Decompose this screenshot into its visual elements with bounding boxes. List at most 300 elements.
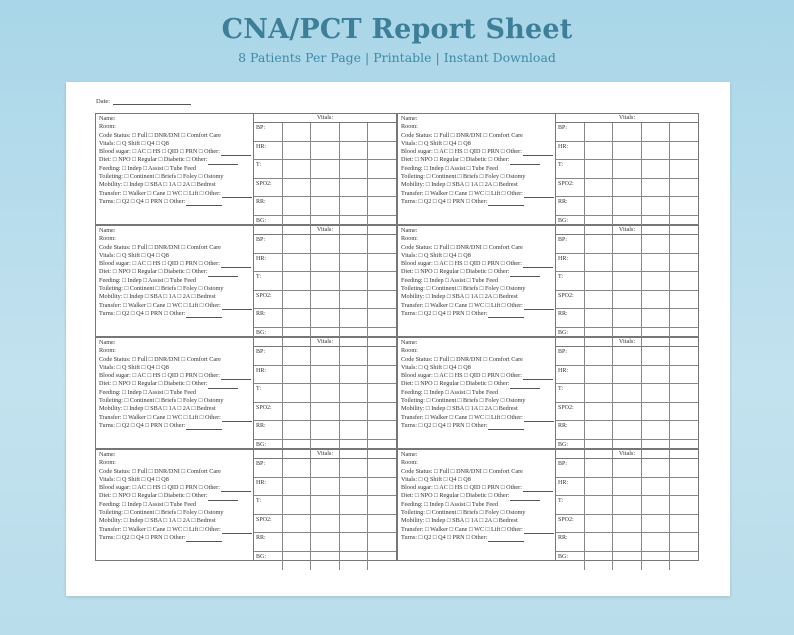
patient-field[interactable]	[401, 244, 555, 252]
patient-field[interactable]	[401, 526, 555, 534]
patient-field[interactable]	[401, 356, 555, 364]
vital-entry-cell[interactable]	[585, 123, 613, 141]
vital-label: T:	[254, 272, 283, 291]
vital-entry-cell[interactable]	[641, 290, 669, 309]
write-in-line[interactable]	[510, 383, 540, 389]
patient-field[interactable]	[99, 380, 253, 388]
vital-entry-cell[interactable]	[311, 496, 339, 515]
vital-entry-cell[interactable]	[311, 272, 339, 291]
vital-entry-cell[interactable]	[641, 533, 669, 552]
patient-field[interactable]	[99, 252, 253, 260]
vital-entry-cell[interactable]	[368, 309, 396, 328]
vital-label: HR:	[556, 365, 585, 384]
vital-entry-cell[interactable]	[283, 421, 311, 440]
patient-field[interactable]	[99, 277, 253, 285]
vital-entry-cell[interactable]	[339, 253, 367, 272]
patient-field[interactable]	[99, 459, 253, 467]
patient-field[interactable]	[99, 364, 253, 372]
vital-entry-cell[interactable]	[641, 197, 669, 216]
patient-field[interactable]	[99, 356, 253, 364]
patient-field[interactable]	[401, 422, 555, 430]
vital-entry-cell[interactable]	[641, 347, 669, 365]
vital-entry-cell[interactable]	[311, 421, 339, 440]
write-in-line[interactable]	[208, 159, 238, 165]
patient-field[interactable]	[99, 526, 253, 534]
vital-entry-cell[interactable]	[613, 141, 641, 160]
patient-field[interactable]	[99, 190, 253, 198]
patient-field[interactable]	[99, 310, 253, 318]
write-in-line[interactable]	[186, 312, 222, 318]
vital-entry-cell[interactable]	[283, 533, 311, 552]
patient-field[interactable]	[99, 123, 253, 131]
vital-entry-cell[interactable]	[339, 309, 367, 328]
patient-field-label: Toileting: □ Continent □ Briefs □ Foley □ Ostomy	[401, 397, 526, 405]
patient-field-label: Vitals: □ Q Shift □ Q4 □ Q8	[401, 139, 471, 147]
vital-entry-cell[interactable]	[641, 496, 669, 515]
vital-entry-cell[interactable]	[585, 533, 613, 552]
vital-entry-cell[interactable]	[670, 253, 698, 272]
patient-field[interactable]	[401, 227, 555, 235]
vital-entry-cell[interactable]	[283, 178, 311, 197]
vital-entry-cell[interactable]	[368, 160, 396, 179]
vital-entry-cell[interactable]	[339, 496, 367, 515]
patient-field[interactable]	[99, 148, 253, 156]
write-in-line[interactable]	[186, 424, 222, 430]
patient-field[interactable]	[401, 310, 555, 318]
patient-field[interactable]	[99, 181, 253, 189]
vital-entry-cell[interactable]	[670, 551, 698, 569]
patient-field[interactable]	[401, 260, 555, 268]
date-field[interactable]	[113, 98, 191, 105]
patient-field[interactable]	[401, 165, 555, 173]
vital-entry-cell[interactable]	[641, 402, 669, 421]
write-in-line[interactable]	[510, 271, 540, 277]
vital-entry-cell[interactable]	[641, 123, 669, 141]
vital-entry-cell[interactable]	[670, 402, 698, 421]
patient-field[interactable]	[99, 285, 253, 293]
vital-entry-cell[interactable]	[613, 365, 641, 384]
vital-entry-cell[interactable]	[311, 533, 339, 552]
vital-entry-cell[interactable]	[670, 421, 698, 440]
patient-field-label: Turns: □ Q2 □ Q4 □ PRN □ Other:	[99, 309, 186, 317]
vital-entry-cell[interactable]	[368, 514, 396, 533]
patient-field-label: Name:	[99, 227, 116, 234]
vital-entry-cell[interactable]	[613, 309, 641, 328]
vital-entry-cell[interactable]	[613, 123, 641, 141]
patient-field[interactable]	[401, 476, 555, 484]
vital-entry-cell[interactable]	[613, 514, 641, 533]
vital-entry-cell[interactable]	[311, 141, 339, 160]
vital-entry-cell[interactable]	[311, 160, 339, 179]
write-in-line[interactable]	[510, 159, 540, 165]
vital-entry-cell[interactable]	[368, 141, 396, 160]
patient-field[interactable]	[99, 115, 253, 123]
vital-entry-cell[interactable]	[368, 365, 396, 384]
vital-entry-cell[interactable]	[283, 160, 311, 179]
patient-field[interactable]	[99, 260, 253, 268]
patient-field[interactable]	[99, 132, 253, 140]
vital-entry-cell[interactable]	[585, 290, 613, 309]
vital-entry-cell[interactable]	[613, 347, 641, 365]
vital-entry-cell[interactable]	[585, 496, 613, 515]
write-in-line[interactable]	[222, 528, 252, 534]
vital-entry-cell[interactable]	[311, 365, 339, 384]
patient-field[interactable]	[99, 509, 253, 517]
vital-entry-cell[interactable]	[641, 272, 669, 291]
vital-entry-cell[interactable]	[585, 514, 613, 533]
patient-field[interactable]	[401, 293, 555, 301]
vital-entry-cell[interactable]	[339, 178, 367, 197]
vital-entry-cell[interactable]	[613, 477, 641, 496]
patient-field[interactable]	[401, 277, 555, 285]
patient-field[interactable]	[99, 476, 253, 484]
vital-entry-cell[interactable]	[311, 178, 339, 197]
vital-entry-cell[interactable]	[641, 365, 669, 384]
patient-field[interactable]	[401, 235, 555, 243]
vital-entry-cell[interactable]	[283, 402, 311, 421]
vital-entry-cell[interactable]	[283, 477, 311, 496]
vital-entry-cell[interactable]	[368, 477, 396, 496]
write-in-line[interactable]	[524, 304, 554, 310]
vital-entry-cell[interactable]	[641, 514, 669, 533]
patient-field[interactable]	[99, 389, 253, 397]
vital-entry-cell[interactable]	[283, 384, 311, 403]
vital-entry-cell[interactable]	[339, 533, 367, 552]
vital-entry-cell[interactable]	[283, 309, 311, 328]
vital-entry-cell[interactable]	[311, 551, 339, 569]
vital-entry-cell[interactable]	[670, 309, 698, 328]
patient-field[interactable]	[401, 252, 555, 260]
vital-entry-cell[interactable]	[613, 178, 641, 197]
patient-field[interactable]	[99, 268, 253, 276]
vital-entry-cell[interactable]	[613, 459, 641, 477]
vital-entry-cell[interactable]	[339, 477, 367, 496]
patient-field[interactable]	[99, 414, 253, 422]
vital-entry-cell[interactable]	[613, 253, 641, 272]
patient-field[interactable]	[99, 534, 253, 542]
vital-entry-cell[interactable]	[339, 123, 367, 141]
vital-entry-cell[interactable]	[368, 347, 396, 365]
write-in-line[interactable]	[488, 536, 524, 542]
vitals-header: Vitals:	[556, 450, 698, 459]
vital-entry-cell[interactable]	[311, 459, 339, 477]
vital-entry-cell[interactable]	[283, 235, 311, 253]
vital-entry-cell[interactable]	[283, 253, 311, 272]
write-in-line[interactable]	[488, 424, 524, 430]
patient-field[interactable]	[401, 190, 555, 198]
vital-entry-cell[interactable]	[283, 123, 311, 141]
patient-field[interactable]	[401, 173, 555, 181]
patient-field[interactable]	[99, 347, 253, 355]
write-in-line[interactable]	[208, 271, 238, 277]
patient-field[interactable]	[99, 173, 253, 181]
vital-entry-cell[interactable]	[339, 197, 367, 216]
write-in-line[interactable]	[208, 495, 238, 501]
vital-entry-cell[interactable]	[585, 141, 613, 160]
write-in-line[interactable]	[510, 495, 540, 501]
vital-label: RR:	[556, 309, 585, 328]
patient-field[interactable]	[401, 285, 555, 293]
vital-entry-cell[interactable]	[585, 459, 613, 477]
patient-field[interactable]	[401, 181, 555, 189]
vital-entry-cell[interactable]	[339, 514, 367, 533]
vital-entry-cell[interactable]	[670, 290, 698, 309]
patient-field[interactable]	[401, 484, 555, 492]
vital-entry-cell[interactable]	[641, 384, 669, 403]
vital-entry-cell[interactable]	[283, 459, 311, 477]
vital-entry-cell[interactable]	[670, 347, 698, 365]
patient-field[interactable]	[401, 397, 555, 405]
vital-entry-cell[interactable]	[613, 384, 641, 403]
patient-field[interactable]	[401, 414, 555, 422]
vital-entry-cell[interactable]	[585, 160, 613, 179]
vital-entry-cell[interactable]	[311, 197, 339, 216]
vital-entry-cell[interactable]	[670, 496, 698, 515]
vital-entry-cell[interactable]	[641, 141, 669, 160]
vital-entry-cell[interactable]	[641, 178, 669, 197]
write-in-line[interactable]	[524, 528, 554, 534]
patient-field[interactable]	[401, 501, 555, 509]
vital-entry-cell[interactable]	[585, 421, 613, 440]
vital-entry-cell[interactable]	[283, 290, 311, 309]
patient-field[interactable]	[401, 156, 555, 164]
patient-field[interactable]	[401, 148, 555, 156]
vital-label: BP:	[254, 459, 283, 477]
patient-field[interactable]	[401, 380, 555, 388]
patient-field[interactable]	[401, 123, 555, 131]
vital-entry-cell[interactable]	[339, 290, 367, 309]
vital-entry-cell[interactable]	[585, 197, 613, 216]
patient-field[interactable]	[99, 501, 253, 509]
vitals-table	[556, 235, 698, 346]
vital-entry-cell[interactable]	[641, 160, 669, 179]
vital-entry-cell[interactable]	[339, 347, 367, 365]
vital-entry-cell[interactable]	[641, 253, 669, 272]
vital-entry-cell[interactable]	[339, 402, 367, 421]
vital-entry-cell[interactable]	[311, 477, 339, 496]
vital-entry-cell[interactable]	[368, 402, 396, 421]
vital-label: SPO2:	[556, 290, 585, 309]
patient-field[interactable]	[401, 347, 555, 355]
vital-entry-cell[interactable]	[368, 459, 396, 477]
vital-entry-cell[interactable]	[368, 253, 396, 272]
vital-entry-cell[interactable]	[585, 235, 613, 253]
vital-entry-cell[interactable]	[339, 141, 367, 160]
vital-entry-cell[interactable]	[311, 402, 339, 421]
patient-field-label: Blood sugar: □ AC □ HS □ QID □ PRN □ Other:	[99, 372, 220, 380]
patient-field[interactable]	[99, 468, 253, 476]
vital-entry-cell[interactable]	[670, 160, 698, 179]
patient-field-label: Room:	[401, 459, 418, 467]
vital-entry-cell[interactable]	[368, 290, 396, 309]
vital-entry-cell[interactable]	[283, 197, 311, 216]
vital-entry-cell[interactable]	[613, 551, 641, 569]
patient-field[interactable]	[401, 534, 555, 542]
vital-entry-cell[interactable]	[670, 141, 698, 160]
patient-field[interactable]	[99, 492, 253, 500]
write-in-line[interactable]	[222, 304, 252, 310]
vital-label: BP:	[556, 123, 585, 141]
patient-field[interactable]	[99, 156, 253, 164]
write-in-line[interactable]	[222, 192, 252, 198]
patient-field[interactable]	[99, 405, 253, 413]
vital-entry-cell[interactable]	[368, 496, 396, 515]
vital-entry-cell[interactable]	[585, 551, 613, 569]
patient-field[interactable]	[401, 339, 555, 347]
vital-entry-cell[interactable]	[641, 421, 669, 440]
vital-entry-cell[interactable]	[339, 384, 367, 403]
vital-entry-cell[interactable]	[641, 309, 669, 328]
patient-field[interactable]	[99, 451, 253, 459]
write-in-line[interactable]	[488, 312, 524, 318]
vital-entry-cell[interactable]	[641, 477, 669, 496]
vital-entry-cell[interactable]	[613, 496, 641, 515]
patient-field[interactable]	[401, 459, 555, 467]
vital-entry-cell[interactable]	[311, 253, 339, 272]
vital-entry-cell[interactable]	[339, 365, 367, 384]
write-in-line[interactable]	[186, 536, 222, 542]
vital-entry-cell[interactable]	[670, 272, 698, 291]
vital-entry-cell[interactable]	[670, 384, 698, 403]
vital-entry-cell[interactable]	[670, 197, 698, 216]
vital-entry-cell[interactable]	[368, 197, 396, 216]
vital-entry-cell[interactable]	[311, 514, 339, 533]
vital-entry-cell[interactable]	[368, 551, 396, 569]
vital-entry-cell[interactable]	[311, 309, 339, 328]
vital-entry-cell[interactable]	[368, 123, 396, 141]
vital-entry-cell[interactable]	[670, 514, 698, 533]
vital-entry-cell[interactable]	[613, 421, 641, 440]
vital-entry-cell[interactable]	[670, 533, 698, 552]
vital-entry-cell[interactable]	[283, 272, 311, 291]
patient-field[interactable]	[401, 509, 555, 517]
vital-entry-cell[interactable]	[585, 178, 613, 197]
vital-entry-cell[interactable]	[368, 235, 396, 253]
vital-entry-cell[interactable]	[283, 365, 311, 384]
vital-entry-cell[interactable]	[311, 123, 339, 141]
patient-field[interactable]	[401, 517, 555, 525]
vital-entry-cell[interactable]	[585, 347, 613, 365]
vital-entry-cell[interactable]	[339, 235, 367, 253]
patient-field[interactable]	[99, 484, 253, 492]
vital-entry-cell[interactable]	[585, 365, 613, 384]
vital-entry-cell[interactable]	[311, 290, 339, 309]
patient-field[interactable]	[401, 492, 555, 500]
vital-entry-cell[interactable]	[641, 551, 669, 569]
vital-entry-cell[interactable]	[283, 551, 311, 569]
patient-field[interactable]	[99, 165, 253, 173]
patient-field-label: Feeding: □ Indep □ Assist □ Tube Feed	[99, 388, 196, 396]
patient-field[interactable]	[99, 422, 253, 430]
vital-entry-cell[interactable]	[670, 123, 698, 141]
patient-field[interactable]	[99, 397, 253, 405]
patient-field[interactable]	[401, 364, 555, 372]
vital-entry-cell[interactable]	[311, 235, 339, 253]
vital-entry-cell[interactable]	[283, 514, 311, 533]
vital-entry-cell[interactable]	[368, 533, 396, 552]
patient-field[interactable]	[401, 389, 555, 397]
vital-entry-cell[interactable]	[339, 272, 367, 291]
patient-field[interactable]	[401, 132, 555, 140]
vital-entry-cell[interactable]	[613, 290, 641, 309]
vital-entry-cell[interactable]	[368, 272, 396, 291]
vital-entry-cell[interactable]	[283, 347, 311, 365]
vital-entry-cell[interactable]	[283, 496, 311, 515]
write-in-line[interactable]	[186, 200, 222, 206]
vital-entry-cell[interactable]	[585, 272, 613, 291]
write-in-line[interactable]	[524, 416, 554, 422]
vital-entry-cell[interactable]	[585, 402, 613, 421]
patient-field[interactable]	[401, 268, 555, 276]
patient-field-label: Feeding: □ Indep □ Assist □ Tube Feed	[401, 388, 498, 396]
patient-field[interactable]	[401, 468, 555, 476]
vital-entry-cell[interactable]	[339, 160, 367, 179]
patient-field[interactable]	[401, 451, 555, 459]
vital-entry-cell[interactable]	[613, 235, 641, 253]
vital-entry-cell[interactable]	[670, 477, 698, 496]
vital-entry-cell[interactable]	[613, 197, 641, 216]
patient-field[interactable]	[99, 517, 253, 525]
patient-field[interactable]	[99, 140, 253, 148]
patient-field[interactable]	[401, 140, 555, 148]
patient-field[interactable]	[99, 339, 253, 347]
vital-label: BG:	[556, 439, 585, 457]
patient-field[interactable]	[99, 372, 253, 380]
patient-field[interactable]	[99, 227, 253, 235]
vital-entry-cell[interactable]	[311, 347, 339, 365]
vital-entry-cell[interactable]	[585, 253, 613, 272]
patient-field[interactable]	[401, 302, 555, 310]
vital-entry-cell[interactable]	[339, 551, 367, 569]
vital-entry-cell[interactable]	[613, 160, 641, 179]
vital-entry-cell[interactable]	[585, 309, 613, 328]
write-in-line[interactable]	[208, 383, 238, 389]
patient-field[interactable]	[99, 235, 253, 243]
vital-entry-cell[interactable]	[670, 459, 698, 477]
patient-field[interactable]	[99, 293, 253, 301]
vital-entry-cell[interactable]	[613, 533, 641, 552]
patient-field[interactable]	[401, 405, 555, 413]
write-in-line[interactable]	[524, 192, 554, 198]
vital-entry-cell[interactable]	[613, 402, 641, 421]
vital-entry-cell[interactable]	[641, 235, 669, 253]
vital-entry-cell[interactable]	[670, 365, 698, 384]
patient-field-label: Diet: □ NPO □ Regular □ Diabetic □ Other:	[401, 268, 510, 276]
patient-field-label: Feeding: □ Indep □ Assist □ Tube Feed	[401, 164, 498, 172]
patient-field[interactable]	[401, 372, 555, 380]
vital-entry-cell[interactable]	[368, 178, 396, 197]
patient-field[interactable]	[99, 198, 253, 206]
vital-entry-cell[interactable]	[585, 384, 613, 403]
patient-field[interactable]	[99, 302, 253, 310]
write-in-line[interactable]	[222, 416, 252, 422]
vital-entry-cell[interactable]	[670, 178, 698, 197]
vital-entry-cell[interactable]	[311, 384, 339, 403]
patient-field[interactable]	[401, 115, 555, 123]
vital-entry-cell[interactable]	[283, 141, 311, 160]
write-in-line[interactable]	[488, 200, 524, 206]
patient-field[interactable]	[401, 198, 555, 206]
vital-entry-cell[interactable]	[670, 235, 698, 253]
vital-entry-cell[interactable]	[339, 421, 367, 440]
patient-field[interactable]	[99, 244, 253, 252]
vital-entry-cell[interactable]	[641, 459, 669, 477]
vital-entry-cell[interactable]	[585, 477, 613, 496]
vital-entry-cell[interactable]	[368, 421, 396, 440]
vital-entry-cell[interactable]	[613, 272, 641, 291]
vital-entry-cell[interactable]	[368, 384, 396, 403]
vital-entry-cell[interactable]	[339, 459, 367, 477]
